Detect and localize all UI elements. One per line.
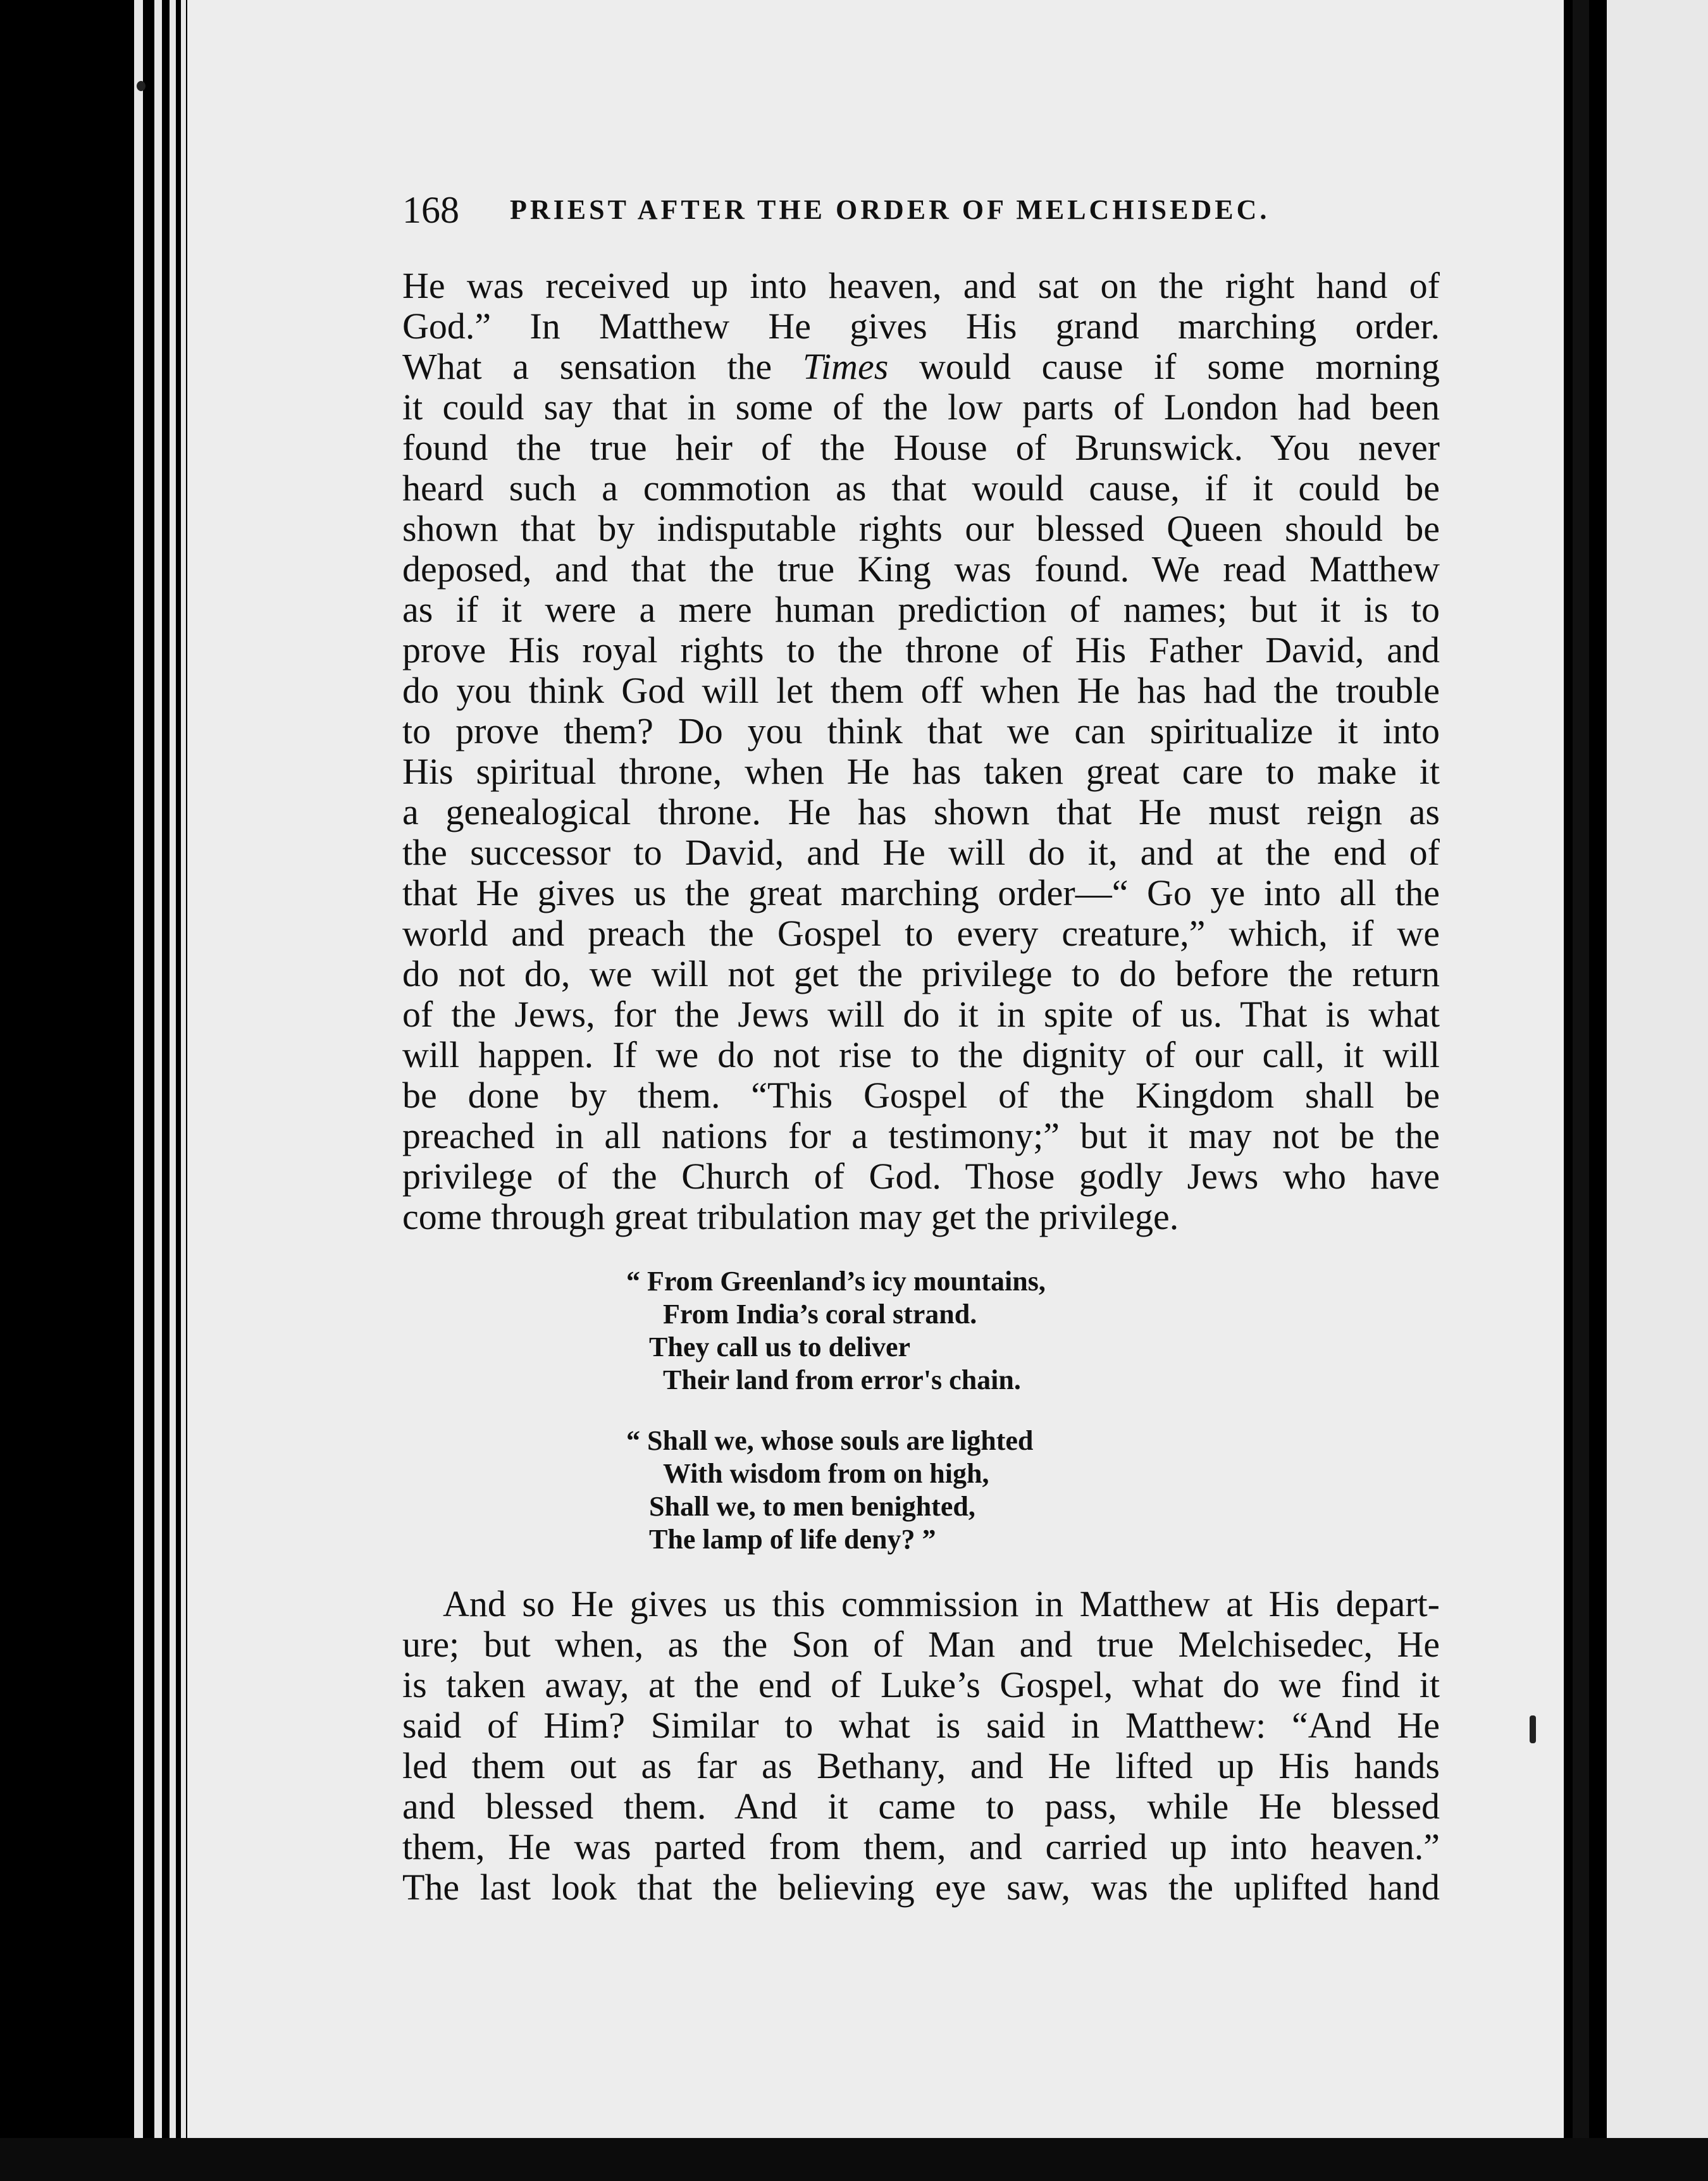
text-line: preached in all nations for a testimony;” but it may not be the bbox=[402, 1115, 1440, 1156]
page-edge bbox=[170, 0, 176, 2181]
text-line: the successor to David, and He will do it, and at the end of bbox=[402, 832, 1440, 873]
text-line: He was received up into heaven, and sat on the right hand of bbox=[402, 265, 1440, 306]
text-line: do you think God will let them off when He has had the trouble bbox=[402, 670, 1440, 711]
page-number: 168 bbox=[402, 189, 459, 231]
text-line: led them out as far as Bethany, and He lifted up His hands bbox=[402, 1745, 1440, 1786]
text-line: And so He gives us this commission in Matthew at His depart- bbox=[443, 1583, 1440, 1624]
text-line: it could say that in some of the low parts of London had been bbox=[402, 386, 1440, 428]
dust-speck bbox=[137, 81, 145, 91]
page-header bbox=[402, 185, 1301, 235]
verse-line: “ Shall we, whose souls are lighted bbox=[626, 1425, 1034, 1456]
verse-line: “ From Greenland’s icy mountains, bbox=[626, 1266, 1046, 1297]
hymn-stanza-2 bbox=[626, 1424, 1033, 1556]
newspaper-title: Times bbox=[802, 346, 889, 387]
page-edge bbox=[134, 0, 143, 2181]
text-line: ure; but when, as the Son of Man and true Melchisedec, He bbox=[402, 1624, 1440, 1665]
text-line: a genealogical throne. He has shown that He must reign as bbox=[402, 791, 1440, 832]
verse-line: The lamp of life deny? ” bbox=[649, 1524, 936, 1555]
page-edge bbox=[154, 0, 162, 2181]
verse-line: Shall we, to men benighted, bbox=[649, 1491, 975, 1522]
text-line: that He gives us the great marching order—“ Go ye into all the bbox=[402, 872, 1440, 913]
text-line: come through great tribulation may get the privilege. bbox=[402, 1196, 1179, 1237]
paragraph-2 bbox=[402, 1584, 1440, 1908]
hymn-stanza-1 bbox=[626, 1265, 1046, 1397]
paragraph-1 bbox=[402, 266, 1440, 1237]
text-line: do not do, we will not get the privilege to do before the return bbox=[402, 953, 1440, 994]
text-line: privilege of the Church of God. Those godly Jews who have bbox=[402, 1156, 1440, 1197]
running-title: PRIEST AFTER THE ORDER OF MELCHISEDEC. bbox=[510, 194, 1270, 225]
text-line: will happen. If we do not rise to the dignity of our call, it will bbox=[402, 1034, 1440, 1075]
facing-page-edge bbox=[1607, 0, 1708, 2181]
text-line: as if it were a mere human prediction of names; but it is to bbox=[402, 589, 1440, 630]
text-line: heard such a commotion as that would cause, if it could be bbox=[402, 467, 1440, 509]
text-line: God.” In Matthew He gives His grand marching order. bbox=[402, 306, 1440, 347]
text-line: shown that by indisputable rights our blessed Queen should be bbox=[402, 508, 1440, 549]
text-line: The last look that the believing eye saw, was the uplifted hand bbox=[402, 1867, 1440, 1908]
verse-line: They call us to deliver bbox=[649, 1331, 911, 1362]
text-line: deposed, and that the true King was found. We read Matthew bbox=[402, 548, 1440, 590]
text-line: and blessed them. And it came to pass, while He blessed bbox=[402, 1786, 1440, 1827]
text-line: be done by them. “This Gospel of the Kingdom shall be bbox=[402, 1075, 1440, 1116]
text-line: them, He was parted from them, and carried up into heaven.” bbox=[402, 1826, 1440, 1867]
text-line: world and preach the Gospel to every creature,” which, if we bbox=[402, 913, 1440, 954]
text-line: prove His royal rights to the throne of His Father David, and bbox=[402, 629, 1440, 670]
text-line: What a sensation the Times would cause if some morning bbox=[402, 346, 1440, 387]
bottom-border bbox=[0, 2138, 1708, 2181]
verse-line: From India’s coral strand. bbox=[663, 1299, 977, 1330]
page-edge bbox=[181, 0, 186, 2181]
text-line: is taken away, at the end of Luke’s Gospel, what do we find it bbox=[402, 1664, 1440, 1705]
dust-speck bbox=[1530, 1715, 1536, 1743]
text-line: to prove them? Do you think that we can spiritualize it into bbox=[402, 710, 1440, 751]
text-line: said of Him? Similar to what is said in Matthew: “And He bbox=[402, 1705, 1440, 1746]
text-line: found the true heir of the House of Brunswick. You never bbox=[402, 427, 1440, 468]
text-line: of the Jews, for the Jews will do it in spite of us. That is what bbox=[402, 994, 1440, 1035]
verse-line: With wisdom from on high, bbox=[663, 1458, 989, 1489]
text-line: His spiritual throne, when He has taken great care to make it bbox=[402, 751, 1440, 792]
verse-line: Their land from error's chain. bbox=[663, 1364, 1021, 1395]
gutter-shadow bbox=[1573, 0, 1589, 2181]
